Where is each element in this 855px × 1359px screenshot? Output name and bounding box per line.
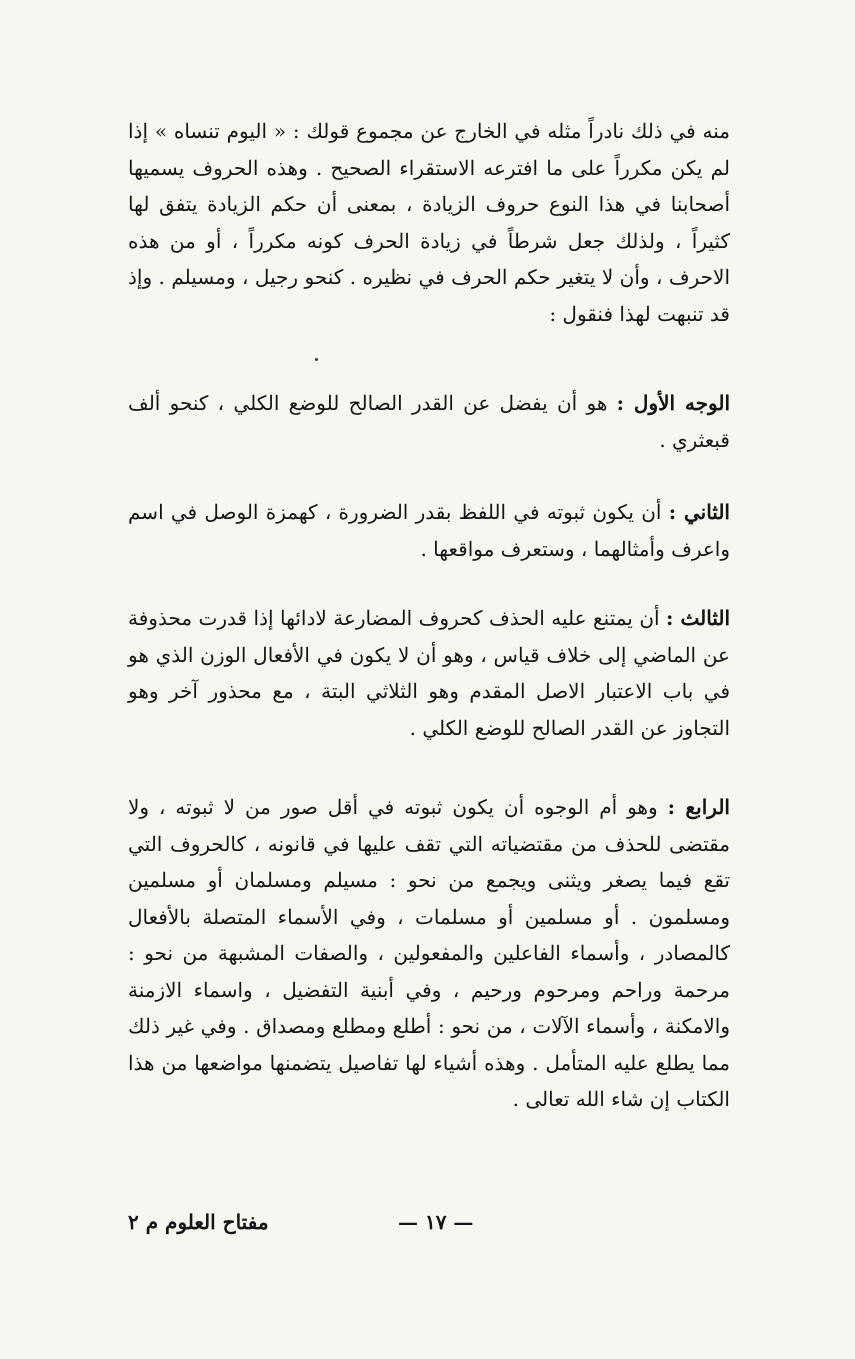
- paragraph-fourth-aspect-heading: الرابع :: [667, 795, 730, 819]
- paragraph-third-aspect: [128, 600, 730, 746]
- paragraph-third-aspect-text: أن يمتنع عليه الحذف كحروف المضارعة لادائها إذا قدرت محذوفة عن الماضي إلى خلاف قياس ، وهو أن لا يكون في الأفعال الوزن الذي هو في باب الاعتبار الاصل المقدم وهو الثلاثي البتة ، مع محذور آخر وهو التجاوز عن القدر الصالح للوضع الكلي .: [128, 606, 730, 740]
- paragraph-second-aspect-text: أن يكون ثبوته في اللفظ بقدر الضرورة ، كهمزة الوصل في اسم واعرف وأمثالهما ، وستعرف مواقعها .: [128, 500, 730, 561]
- page-number: — ١٧ —: [398, 1210, 474, 1234]
- paragraph-third-aspect-heading: الثالث :: [666, 606, 731, 630]
- paragraph-first-aspect: [128, 385, 730, 458]
- paragraph-first-aspect-text: هو أن يفضل عن القدر الصالح للوضع الكلي ، كنحو ألف قبعثري .: [128, 391, 730, 452]
- stray-dot: [315, 358, 318, 361]
- paragraph-second-aspect: [128, 494, 730, 567]
- book-signature: مفتاح العلوم م ٢: [128, 1210, 269, 1234]
- paragraph-second-aspect-heading: الثاني :: [668, 500, 730, 524]
- paragraph-first-aspect-heading: الوجه الأول :: [616, 391, 731, 415]
- paragraph-fourth-aspect-text: وهو أم الوجوه أن يكون ثبوته في أقل صور من لا ثبوته ، ولا مقتضى للحذف من مقتضياته التي تقف عليها في قانونه ، كالحروف التي تقع فيما يصغر ويثنى ويجمع من نحو : مسيلم ومسلمان أو مسلمين ومسلمون . أو مسلمين أو مسلمات ، وفي الأسماء المتصلة بالأفعال كالمصادر ، وأسماء الفاعلين والمفعولين ، والصفات المشبهة من نحو : مرحمة وراحم ومرحوم ورحيم ، وفي أبنية التفضيل ، واسماء الازمنة والامكنة ، وأسماء الآلات ، من نحو : أطلع ومطلع ومصداق . وفي غير ذلك مما يطلع عليه المتأمل . وهذه أشياء لها تفاصيل يتضمنها مواضعها من هذا الكتاب إن شاء الله تعالى .: [128, 795, 730, 1111]
- paragraph-intro: [128, 113, 730, 332]
- page-footer: [128, 1210, 730, 1244]
- paragraph-intro-text: منه في ذلك نادراً مثله في الخارج عن مجموع قولك : « اليوم تنساه » إذا لم يكن مكرراً على ما افترعه الاستقراء الصحيح . وهذه الحروف يسميها أصحابنا في هذا النوع حروف الزيادة ، بمعنى أن حكم الزيادة يتفق لها كثيراً ، ولذلك جعل شرطاً في زيادة الحرف كونه مكرراً ، أو من هذه الاحرف ، وأن لا يتغير حكم الحرف في نظيره . كنحو رجيل ، ومسيلم . وإذ قد تنبهت لهذا فنقول :: [128, 119, 730, 326]
- paragraph-fourth-aspect: [128, 789, 730, 1118]
